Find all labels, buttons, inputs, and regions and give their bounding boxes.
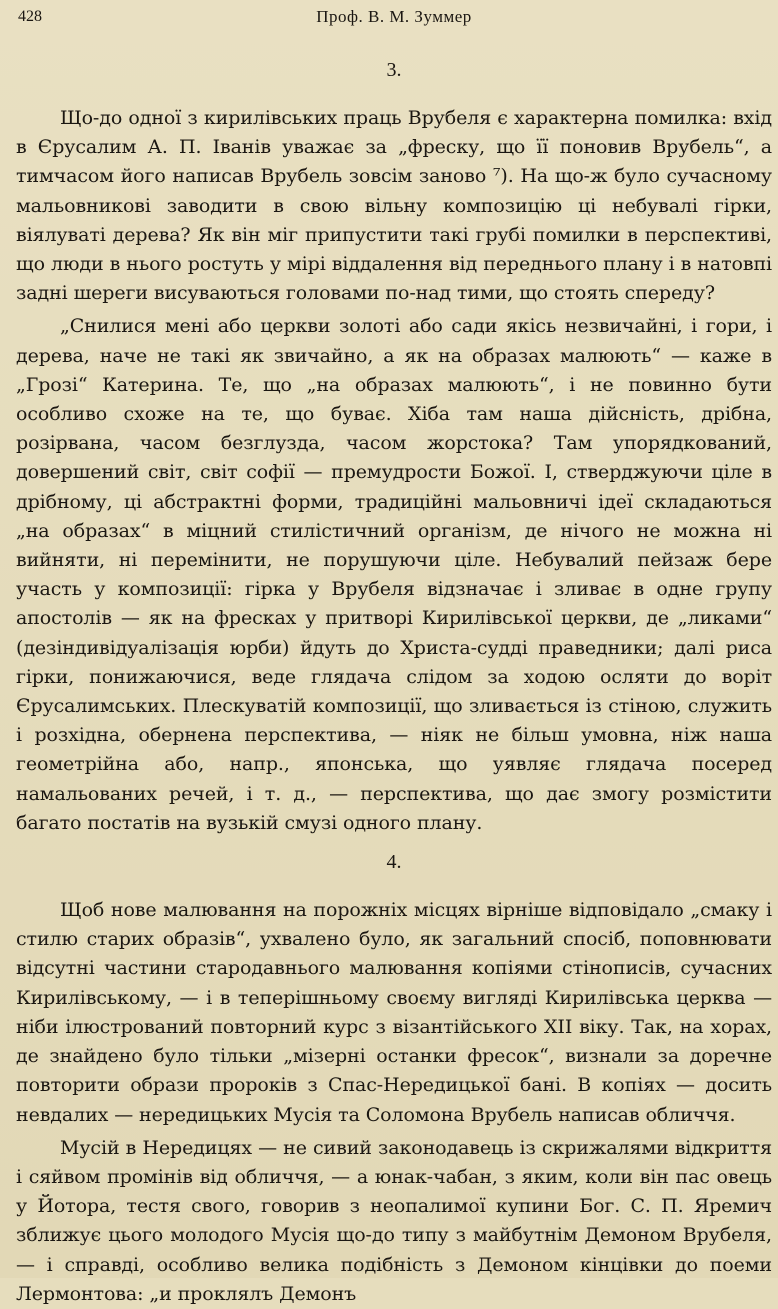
section-number-4: 4. [386,851,402,874]
paragraph: Мусій в Нередицях — не сивий законодавець із скрижалями відкриття і сяйвом промінів від обличчя, — а юнак-чабан, з яким, коли він пас овець у Йотора, тестя свого, говорив з неопалимої купини Бог. С. П. Яремич зближує цього молодого Мусія що-до типу з майбутнім Демоном Врубеля, — і справді, особливо велика подібність з Демоном кінцівки до поеми Лермонтова: „и проклялъ Демонъ [16,1136,772,1305]
section-number-3: 3. [386,59,402,81]
running-head: Проф. В. М. Зуммер [316,7,472,26]
paragraph: Що-до одної з кирилівських праць Врубеля є характерна помилка: вхід в Єрусалим А. П. Іванів уважає за „фреску, що її поновив Врубель“, а тимчасом його написав Врубель зовсім заново ⁷). На що-ж було сучасному мальовникові заводити в свою вільну композицію ці небувалі гірки, віялуваті дерева? Як він міг припустити такі грубі помилки в перспективі, що люди в нього ростуть у мірі віддалення від переднього плану і в натовпі задні шереги висуваються головами по-над тими, що стоять спереду? [16,107,772,305]
paragraph: Щоб нове малювання на порожніх місцях вірніше відповідало „смаку і стилю старих образів“, ухвалено було, як загальний спосіб, поповнювати відсутні частини стародавнього малювання копіями стінописів, сучасних Кирилівському, — і в теперішньому своєму вигляді Кирилівська церква — ніби ілюстрований повторний курс з візантійського XII віку. Так, на хорах, де знайдено було тільки „мізерні останки фресок“, визнали за доречне повторити образи пророків з Спас-Нередицької бані. В копіях — досить невдалих — нередицьких Мусія та Соломона Врубель написав обличчя. [16,899,772,1126]
page-number: 428 [18,8,42,25]
page-header [16,0,772,40]
paragraph: „Снилися мені або церкви золоті або сади якісь незвичайні, і гори, і дерева, наче не такі як звичайно, а як на образах малюють“ — каже в „Грозі“ Катерина. Те, що „на образах малюють“, і не повинно бути особливо схоже на те, що буває. Хіба там наша дійсність, дрібна, розірвана, часом безглузда, часом жорстока? Там упорядкований, довершений світ, світ софії — премудрости Божої. І, стверджуючи ціле в дрібному, ці абстрактні форми, традиційні мальовничі ідеї складаються „на образах“ в міцний стилістичний організм, де нічого не можна ні вийняти, ні перемінити, не порушуючи ціле. Небувалий пейзаж бере участь у композиції: гірка у Врубеля відзначає і зливає в одне групу апостолів — як на фресках у притворі Кирилівської церкви, де „ликами“ (дезіндивідуалізація юрби) йдуть до Христа-судді праведники; далі риса гірки, понижаючися, веде глядача слідом за ходою осляти до воріт Єрусалимських. Плескуватій композиції, що зливається із стіною, служить і розхідна, обернена перспектива, — ніяк не більш умовна, ніж наша геометрійна або, напр., японська, що уявляє глядача посеред намальованих речей, і т. д., — перспектива, що дає змогу розмістити багато постатів на вузькій смузі одного плану. [16,315,772,834]
